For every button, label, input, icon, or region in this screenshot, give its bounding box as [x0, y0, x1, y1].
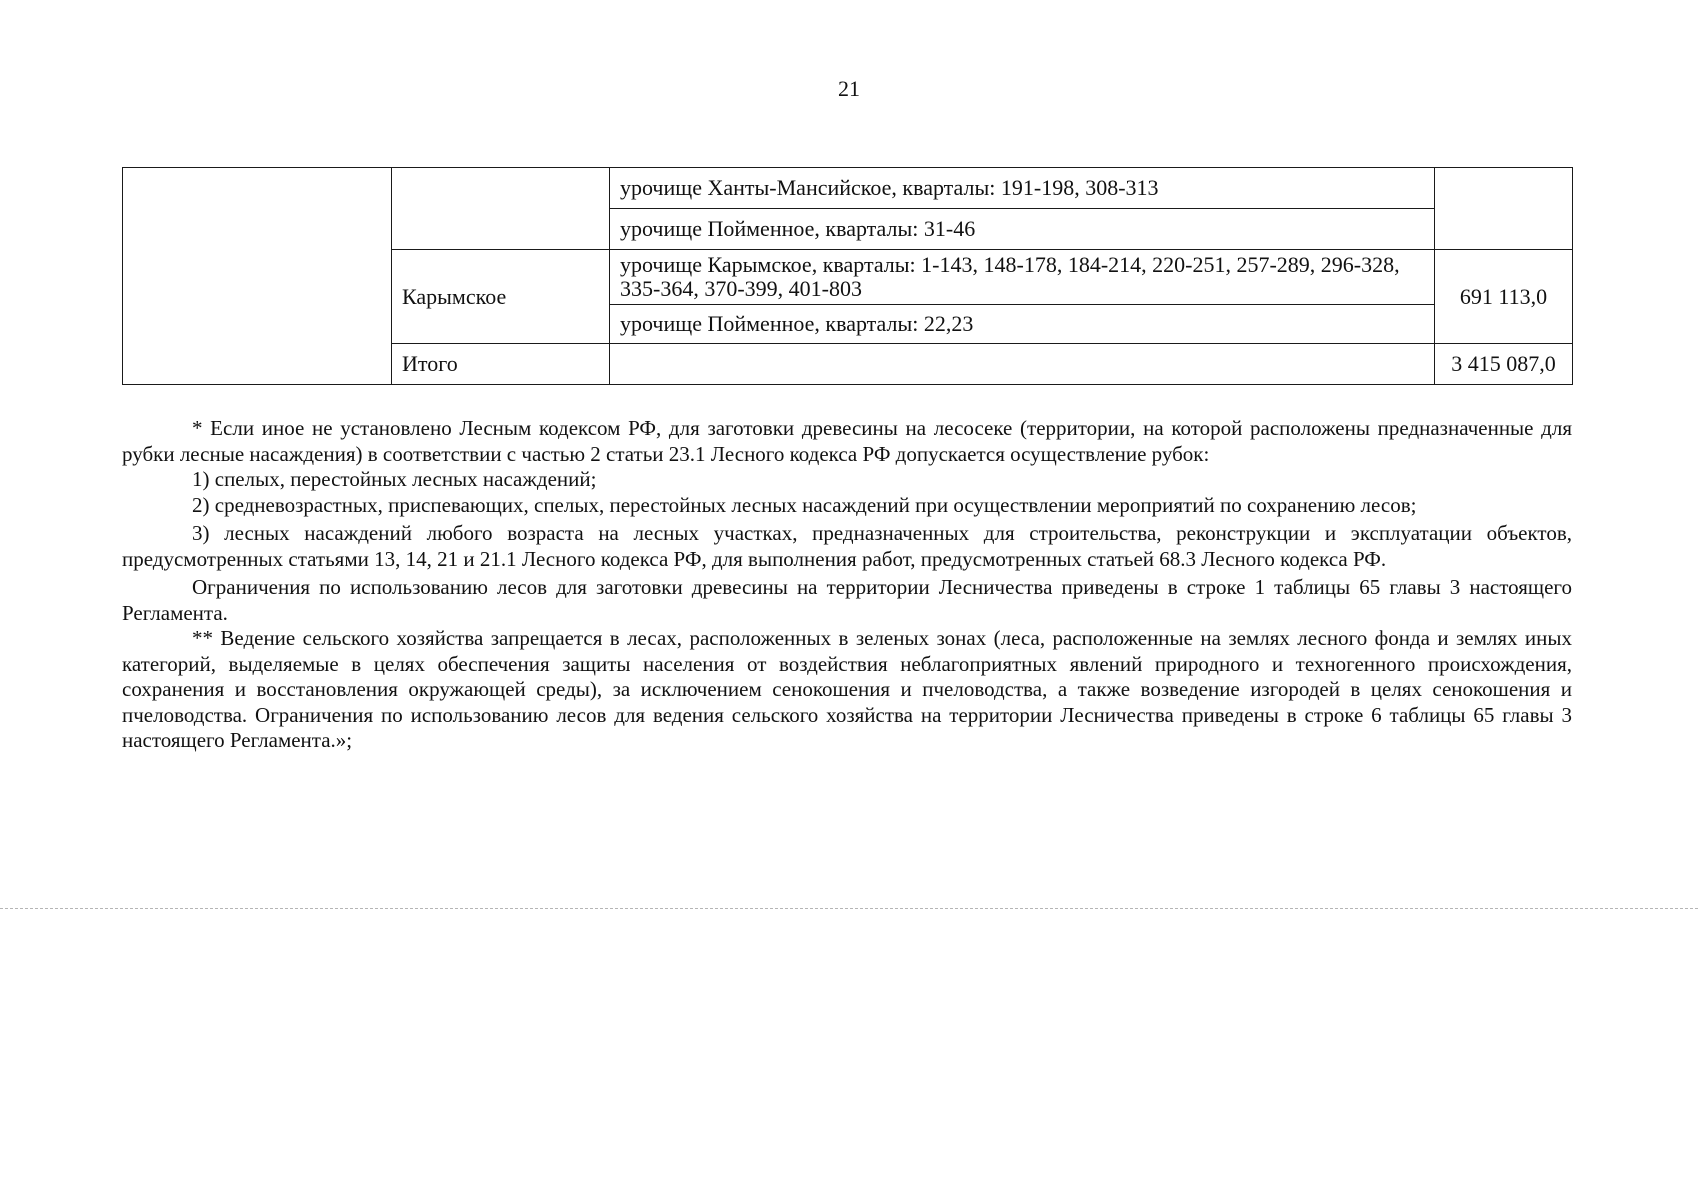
- forest-tract-table: [122, 167, 1573, 385]
- total-area-cell: 3 415 087,0: [1435, 344, 1573, 385]
- footnote-list-item: 2) средневозрастных, приспевающих, спелых, перестойных лесных насаждений при осуществлении мероприятий по сохранению лесов;: [192, 492, 1417, 517]
- footnote-paragraph: * Если иное не установлено Лесным кодексом РФ, для заготовки древесины на лесосеке (территории, на которой расположены предназначенные для рубки лесные насаждения) в соответствии с частью 2 статьи 23.1 Лесного кодекса РФ допускается осуществление рубок:: [122, 416, 1572, 466]
- scan-divider-line: [0, 908, 1698, 909]
- area-cell-blank: [1435, 168, 1573, 250]
- tract-cell: урочище Карымское, кварталы: 1-143, 148-178, 184-214, 220-251, 257-289, 296-328, 335-364, 370-399, 401-803: [610, 250, 1435, 305]
- area-cell-karymskoe: 691 113,0: [1435, 250, 1573, 344]
- footnotes: [122, 416, 1572, 754]
- district-cell-karymskoe: Карымское: [392, 250, 610, 344]
- total-tract-cell: [610, 344, 1435, 385]
- footnote-list-item: 1) спелых, перестойных лесных насаждений;: [192, 467, 597, 491]
- total-label-cell: Итого: [392, 344, 610, 385]
- forestry-cell: [123, 168, 392, 385]
- footnote-list-item: 3) лесных насаждений любого возраста на лесных участках, предназначенных для строительства, реконструкции и эксплуатации объектов, предусмотренных статьями 13, 14, 21 и 21.1 Лесного кодекса РФ, для выполнения работ, предусмотренных статьей 68.3 Лесного кодекса РФ.: [122, 521, 1572, 571]
- footnote-paragraph: Ограничения по использованию лесов для заготовки древесины на территории Лесничества приведены в строке 1 таблицы 65 главы 3 настоящего Регламента.: [122, 575, 1572, 625]
- tract-cell: урочище Пойменное, кварталы: 31-46: [610, 209, 1435, 250]
- page-number: 21: [838, 76, 860, 101]
- tract-cell: урочище Ханты-Мансийское, кварталы: 191-198, 308-313: [610, 168, 1435, 209]
- district-cell-blank: [392, 168, 610, 250]
- table-row: [123, 168, 1573, 209]
- footnote-paragraph: ** Ведение сельского хозяйства запрещается в лесах, расположенных в зеленых зонах (леса, расположенные на землях лесного фонда и землях иных категорий, выделяемые в целях обеспечения защиты населения от воздействия неблагоприятных явлений природного и техногенного происхождения, сохранения и восстановления окружающей среды), за исключением сенокошения и пчеловодства, а также возведение изгородей в целях сенокошения и пчеловодства. Ограничения по использованию лесов для ведения сельского хозяйства на территории Лесничества приведены в строке 6 таблицы 65 главы 3 настоящего Регламента.»;: [122, 626, 1572, 752]
- tract-cell: урочище Пойменное, кварталы: 22,23: [610, 305, 1435, 344]
